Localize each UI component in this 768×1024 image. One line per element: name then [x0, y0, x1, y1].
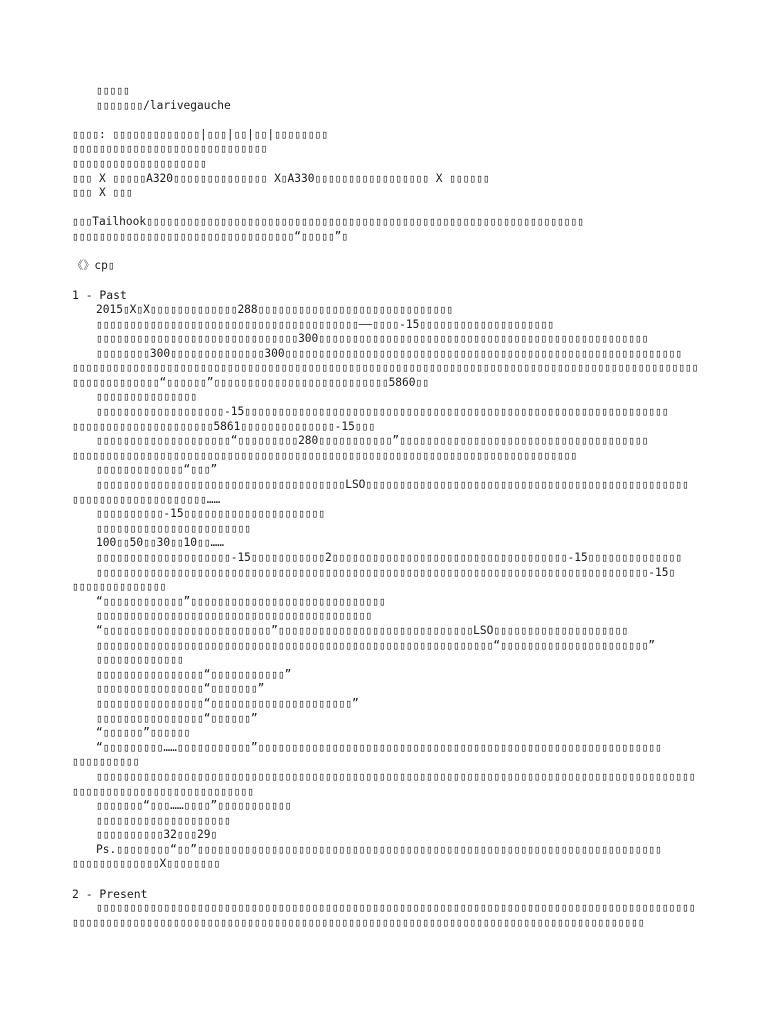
text-line: ▯▯▯▯▯▯▯“▯▯▯……▯▯▯▯”▯▯▯▯▯▯▯▯▯▯▯ [96, 799, 292, 813]
header-line-2: ▯▯▯▯▯▯▯/larivegauche [96, 98, 231, 112]
spacer [72, 245, 698, 260]
text-line: ▯▯▯▯▯▯▯▯▯▯▯▯▯▯▯▯“▯▯▯▯▯▯▯” [96, 682, 265, 696]
intro-line-2: ▯▯▯▯▯▯▯▯▯▯▯▯▯▯▯▯▯▯▯▯▯▯▯▯▯▯▯▯▯▯▯▯▯“▯▯▯▯▯”▯ [72, 229, 349, 243]
text-line: ▯▯▯▯▯▯▯▯▯▯ [72, 755, 140, 769]
text-line: ▯▯▯▯▯▯▯▯▯▯▯▯▯▯▯▯▯▯▯▯▯▯▯▯▯▯▯▯▯▯▯▯▯▯▯▯▯▯▯▯▯▯▯▯▯▯▯▯▯▯▯▯▯▯▯▯▯▯▯▯▯▯▯▯▯▯▯▯▯▯▯▯▯▯▯▯▯▯▯▯▯▯▯▯▯▯▯▯▯ [96, 901, 696, 915]
text-line: ▯▯▯▯▯▯▯▯▯▯▯▯▯▯▯▯▯▯▯▯▯5861▯▯▯▯▯▯▯▯▯▯▯▯▯▯-15▯▯▯ [72, 419, 376, 433]
text-line: ▯▯▯▯▯▯▯▯▯▯▯▯▯▯▯▯▯▯▯▯▯▯▯▯▯▯▯▯▯▯▯▯▯▯▯▯▯▯▯▯▯▯▯▯▯▯▯▯▯▯▯▯▯▯▯▯▯▯▯▯▯▯▯▯▯▯▯▯▯▯▯▯▯▯▯▯▯▯▯▯▯▯▯▯▯ [72, 915, 645, 929]
text-line: ▯▯▯▯▯▯▯▯▯▯▯▯▯X▯▯▯▯▯▯▯▯ [72, 857, 221, 871]
text-line: ▯▯▯▯▯▯▯▯▯▯▯▯▯▯▯▯▯▯▯▯▯▯▯▯▯▯▯▯▯▯▯▯▯▯▯▯▯▯▯▯▯▯▯▯▯▯▯▯▯▯▯▯▯▯▯▯▯▯▯“▯▯▯▯▯▯▯▯▯▯▯▯▯▯▯▯▯▯▯▯▯▯” [96, 638, 656, 652]
text-line: Ps.▯▯▯▯▯▯▯▯“▯▯”▯▯▯▯▯▯▯▯▯▯▯▯▯▯▯▯▯▯▯▯▯▯▯▯▯▯▯▯▯▯▯▯▯▯▯▯▯▯▯▯▯▯▯▯▯▯▯▯▯▯▯▯▯▯▯▯▯▯▯▯▯▯▯▯▯▯▯▯▯ [96, 842, 662, 856]
text-line: ▯▯▯▯▯▯▯▯▯▯▯▯▯▯▯▯▯▯▯▯▯▯▯ [96, 521, 251, 535]
text-line: 2015▯X▯X▯▯▯▯▯▯▯▯▯▯▯▯▯288▯▯▯▯▯▯▯▯▯▯▯▯▯▯▯▯▯▯▯▯▯▯▯▯▯▯▯▯▯ [96, 302, 453, 316]
text-line: ▯▯▯▯▯▯▯▯▯▯32▯▯▯29▯ [96, 828, 218, 842]
header-line-1: ▯▯▯▯▯ [96, 84, 130, 97]
text-line: ▯▯▯▯▯▯▯▯▯▯▯▯▯▯▯▯▯▯▯▯▯▯▯▯▯▯▯▯▯▯▯▯▯▯▯▯▯▯▯▯▯ [96, 609, 373, 623]
text-line: ▯▯▯▯▯▯▯▯▯▯▯▯▯▯▯▯▯▯▯▯▯▯▯▯▯▯▯▯▯▯▯▯▯▯▯▯▯▯▯▯▯▯▯▯▯▯▯▯▯▯▯▯▯▯▯▯▯▯▯▯▯▯▯▯▯▯▯▯▯▯▯▯▯▯▯▯▯▯▯▯▯▯▯▯▯▯▯▯▯ [96, 769, 696, 783]
text-line: ▯▯▯▯▯▯▯▯▯▯▯▯▯▯▯▯▯▯▯▯▯▯▯▯▯▯▯▯▯▯300▯▯▯▯▯▯▯▯▯▯▯▯▯▯▯▯▯▯▯▯▯▯▯▯▯▯▯▯▯▯▯▯▯▯▯▯▯▯▯▯▯▯▯▯▯▯▯▯▯ [96, 332, 649, 346]
text-line: ▯▯▯▯▯▯▯▯▯▯▯▯▯▯▯▯▯▯▯▯▯▯▯▯▯▯▯▯▯▯▯▯▯▯▯▯▯LSO▯▯▯▯▯▯▯▯▯▯▯▯▯▯▯▯▯▯▯▯▯▯▯▯▯▯▯▯▯▯▯▯▯▯▯▯▯▯▯▯▯▯▯▯▯▯▯▯ [96, 478, 689, 492]
text-line: ▯▯▯▯▯▯▯▯▯▯▯▯▯▯▯▯▯▯▯▯…… [72, 492, 221, 506]
spacer [72, 201, 698, 216]
text-line: ▯▯▯▯▯▯▯▯▯▯▯▯▯▯▯▯“▯▯▯▯▯▯▯▯▯▯▯▯▯▯▯▯▯▯▯▯▯” [96, 696, 359, 710]
text-line: ▯▯▯▯▯▯▯▯▯▯▯▯▯▯▯▯▯▯▯▯▯▯▯▯▯▯▯▯▯▯▯▯▯▯▯▯▯▯▯▯▯▯▯▯▯▯▯▯▯▯▯▯▯▯▯▯▯▯▯▯▯▯▯▯▯▯▯▯▯▯▯▯▯▯▯ [72, 448, 578, 462]
text-line: ▯▯▯▯▯▯▯▯▯▯-15▯▯▯▯▯▯▯▯▯▯▯▯▯▯▯▯▯▯▯▯▯ [96, 507, 326, 521]
spacer [72, 274, 698, 289]
cp-line: 《》cp▯ [72, 259, 115, 273]
meta-line-2: ▯▯▯▯▯▯▯▯▯▯▯▯▯▯▯▯▯▯▯▯▯▯▯▯▯▯▯▯▯ [72, 142, 268, 156]
text-line: ▯▯▯▯▯▯▯▯▯▯▯▯▯▯▯▯▯▯▯▯▯▯▯▯▯▯▯▯▯▯▯▯▯▯▯▯▯▯▯▯▯▯▯▯▯▯▯▯▯▯▯▯▯▯▯▯▯▯▯▯▯▯▯▯▯▯▯▯▯▯▯▯▯▯▯▯▯▯▯▯▯▯-15▯ [96, 565, 676, 579]
text-line: ▯▯▯▯▯▯▯▯▯▯▯▯▯▯▯▯▯▯▯▯▯▯▯▯▯▯▯▯▯▯▯▯▯▯▯▯▯▯▯——▯▯▯▯-15▯▯▯▯▯▯▯▯▯▯▯▯▯▯▯▯▯▯▯▯ [96, 317, 555, 331]
text-line: 100▯▯50▯▯30▯▯10▯▯…… [96, 536, 224, 550]
text-line: ▯▯▯▯▯▯▯▯▯▯▯▯▯▯ [72, 580, 167, 594]
text-line: ▯▯▯▯▯▯▯▯▯▯▯▯▯▯▯▯▯▯▯▯-15▯▯▯▯▯▯▯▯▯▯▯2▯▯▯▯▯▯▯▯▯▯▯▯▯▯▯▯▯▯▯▯▯▯▯▯▯▯▯▯▯▯▯▯▯▯▯-15▯▯▯▯▯▯▯▯▯▯▯▯▯▯ [96, 551, 682, 564]
tags-line: ▯▯▯▯: ▯▯▯▯▯▯▯▯▯▯▯▯▯|▯▯▯|▯▯|▯▯|▯▯▯▯▯▯▯▯ [72, 127, 328, 141]
document-page [72, 84, 698, 930]
spacer [72, 113, 698, 128]
text-line: “▯▯▯▯▯▯▯▯▯▯▯▯▯▯▯▯▯▯▯▯▯▯▯▯▯”▯▯▯▯▯▯▯▯▯▯▯▯▯▯▯▯▯▯▯▯▯▯▯▯▯▯▯▯▯LSO▯▯▯▯▯▯▯▯▯▯▯▯▯▯▯▯▯▯▯▯ [96, 623, 629, 637]
text-line: “▯▯▯▯▯▯▯▯▯……▯▯▯▯▯▯▯▯▯▯▯”▯▯▯▯▯▯▯▯▯▯▯▯▯▯▯▯▯▯▯▯▯▯▯▯▯▯▯▯▯▯▯▯▯▯▯▯▯▯▯▯▯▯▯▯▯▯▯▯▯▯▯▯▯▯▯▯▯▯▯▯ [96, 740, 662, 754]
text-line: ▯▯▯▯▯▯▯▯▯▯▯▯▯▯▯▯▯▯▯▯ [96, 813, 231, 827]
text-line: ▯▯▯▯▯▯▯▯▯▯▯▯▯▯▯▯“▯▯▯▯▯▯” [96, 711, 258, 725]
text-line: ▯▯▯▯▯▯▯▯▯▯▯▯▯▯▯▯▯▯▯-15▯▯▯▯▯▯▯▯▯▯▯▯▯▯▯▯▯▯▯▯▯▯▯▯▯▯▯▯▯▯▯▯▯▯▯▯▯▯▯▯▯▯▯▯▯▯▯▯▯▯▯▯▯▯▯▯▯▯▯▯▯▯▯ [96, 405, 669, 419]
section-2-body [72, 901, 698, 930]
text-line: ▯▯▯▯▯▯▯▯▯▯▯▯▯“▯▯▯” [96, 463, 218, 477]
text-line: ▯▯▯▯▯▯▯▯300▯▯▯▯▯▯▯▯▯▯▯▯▯▯300▯▯▯▯▯▯▯▯▯▯▯▯▯▯▯▯▯▯▯▯▯▯▯▯▯▯▯▯▯▯▯▯▯▯▯▯▯▯▯▯▯▯▯▯▯▯▯▯▯▯▯▯▯▯▯▯▯▯▯ [96, 346, 682, 360]
text-line: ▯▯▯▯▯▯▯▯▯▯▯▯▯ [96, 653, 184, 667]
text-line: ▯▯▯▯▯▯▯▯▯▯▯▯▯▯▯▯▯▯▯▯▯▯▯▯▯▯▯ [72, 784, 254, 798]
intro-line-1: ▯▯▯Tailhook▯▯▯▯▯▯▯▯▯▯▯▯▯▯▯▯▯▯▯▯▯▯▯▯▯▯▯▯▯▯▯▯▯▯▯▯▯▯▯▯▯▯▯▯▯▯▯▯▯▯▯▯▯▯▯▯▯▯▯▯▯▯▯▯▯ [72, 215, 584, 229]
meta-line-5: ▯▯▯ X ▯▯▯ [72, 186, 133, 200]
spacer [72, 872, 698, 887]
meta-line-4: ▯▯▯ X ▯▯▯▯▯A320▯▯▯▯▯▯▯▯▯▯▯▯▯▯ X▯A330▯▯▯▯▯▯▯▯▯▯▯▯▯▯▯▯▯ X ▯▯▯▯▯▯ [72, 171, 490, 185]
text-line: ▯▯▯▯▯▯▯▯▯▯▯▯▯▯▯▯“▯▯▯▯▯▯▯▯▯▯▯” [96, 667, 292, 681]
text-line: “▯▯▯▯▯▯▯▯▯▯▯▯”▯▯▯▯▯▯▯▯▯▯▯▯▯▯▯▯▯▯▯▯▯▯▯▯▯▯▯▯▯ [96, 594, 386, 608]
text-line: ▯▯▯▯▯▯▯▯▯▯▯▯▯▯▯▯▯▯▯▯▯▯▯▯▯▯▯▯▯▯▯▯▯▯▯▯▯▯▯▯▯▯▯▯▯▯▯▯▯▯▯▯▯▯▯▯▯▯▯▯▯▯▯▯▯▯▯▯▯▯▯▯▯▯▯▯▯▯▯▯▯▯▯▯▯▯▯▯▯▯▯▯▯ [72, 361, 698, 375]
section-1-body [72, 303, 698, 872]
section-2-title: 2 - Present [72, 886, 148, 901]
text-line: ▯▯▯▯▯▯▯▯▯▯▯▯▯▯▯▯▯▯▯▯“▯▯▯▯▯▯▯▯▯280▯▯▯▯▯▯▯▯▯▯▯”▯▯▯▯▯▯▯▯▯▯▯▯▯▯▯▯▯▯▯▯▯▯▯▯▯▯▯▯▯▯▯▯▯▯▯▯▯ [96, 434, 649, 448]
section-1-title: 1 - Past [72, 288, 127, 303]
text-line: “▯▯▯▯▯▯”▯▯▯▯▯▯ [96, 726, 191, 740]
text-line: ▯▯▯▯▯▯▯▯▯▯▯▯▯“▯▯▯▯▯▯”▯▯▯▯▯▯▯▯▯▯▯▯▯▯▯▯▯▯▯▯▯▯▯▯▯▯5860▯▯ [72, 375, 429, 389]
text-line: ▯▯▯▯▯▯▯▯▯▯▯▯▯▯▯ [96, 390, 198, 404]
meta-line-3: ▯▯▯▯▯▯▯▯▯▯▯▯▯▯▯▯▯▯▯▯ [72, 156, 207, 170]
